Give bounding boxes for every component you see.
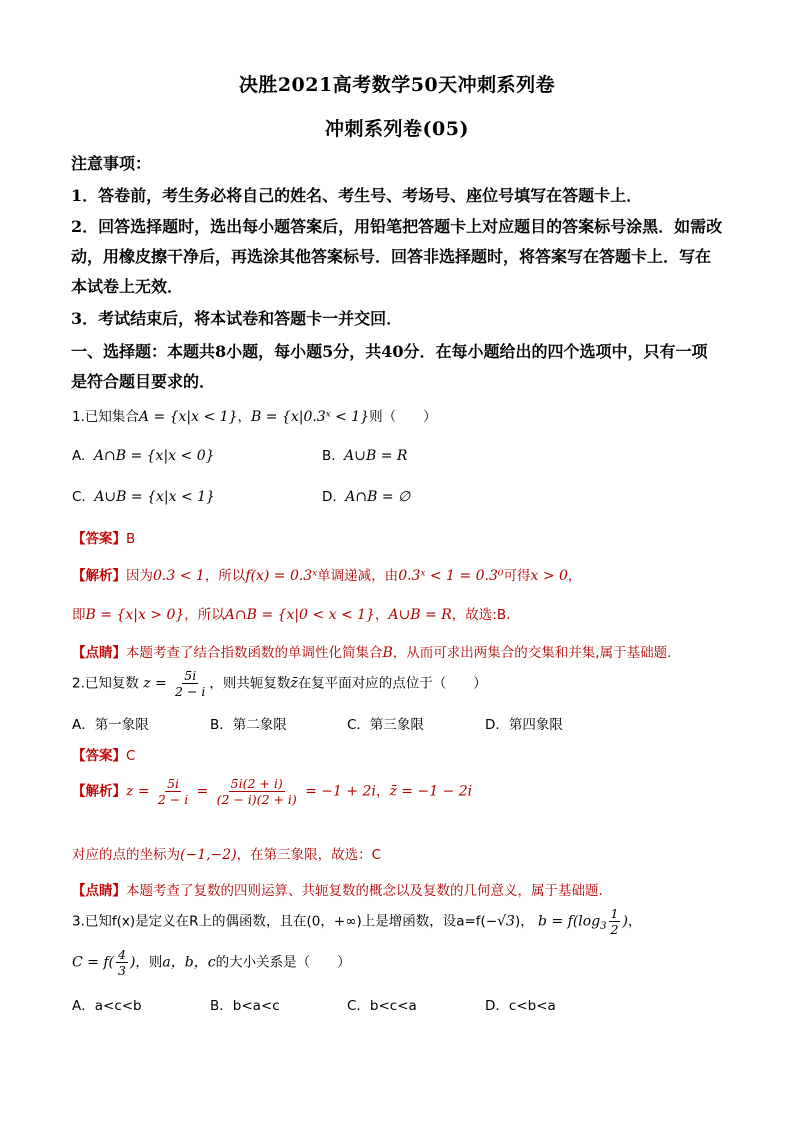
q1-an2-t3: ， bbox=[374, 607, 389, 623]
q1-an2-t1: 即 bbox=[72, 607, 86, 623]
q2-option-c: C．第三象限 bbox=[347, 717, 424, 733]
notice-heading: 注意事项： bbox=[71, 154, 152, 173]
q2-an-zbar: z̄ = −1 − 2i bbox=[389, 783, 473, 800]
q1-an2-t4: ，故选:B. bbox=[451, 607, 511, 623]
section-heading-line-2: 是符合题目要求的． bbox=[71, 372, 216, 391]
q2-an-sep: ， bbox=[375, 783, 390, 800]
notice-item-2-line-3: 本试卷上无效． bbox=[71, 277, 184, 296]
notice-item-2-line-2: 动，用橡皮擦干净后，再选涂其他答案标号．回答非选择题时，将答案写在答题卡上．写在 bbox=[71, 247, 712, 266]
q2-option-d: D．第四象限 bbox=[485, 717, 563, 733]
q2-answer-label: 【答案】 bbox=[72, 748, 126, 764]
q3-abc: a，b，c bbox=[162, 954, 216, 971]
notice-item-2-line-1: 2．回答选择题时，选出每小题答案后，用铅笔把答题卡上对应题目的答案标号涂黑．如需改 bbox=[71, 217, 723, 236]
q2-comment-text: 本题考查了复数的四则运算、共轭复数的概念以及复数的几何意义，属于基础题. bbox=[126, 883, 603, 899]
q1-an-m3: 0.3ˣ < 1 = 0.3⁰ bbox=[398, 568, 504, 584]
q1-comment bbox=[72, 641, 671, 661]
q3-b-sub: 3 bbox=[600, 921, 607, 933]
q1-option-c-text: A∪B = {x|x < 1} bbox=[94, 489, 215, 505]
q1-option-b-letter: B. bbox=[322, 448, 336, 464]
q2-analysis-label: 【解析】 bbox=[72, 783, 126, 800]
q1-set-a: A = {x|x < 1} bbox=[138, 409, 238, 425]
q1-an2-m3: A∪B = R bbox=[388, 607, 452, 623]
q2-point-a: 对应的点的坐标为 bbox=[72, 847, 180, 863]
q2-an-frac-1 bbox=[156, 776, 190, 807]
q3-option-c: C．b<c<a bbox=[347, 998, 417, 1014]
q3-stem-e: 的大小关系是（ ） bbox=[215, 954, 351, 971]
q3-c-frac bbox=[116, 947, 128, 978]
q1-comment-b: ，从而可求出两集合的交集和并集,属于基础题. bbox=[392, 645, 672, 661]
q3-stem-b: )， bbox=[514, 913, 534, 930]
q2-an-frac-2-den: (2 − i)(2 + i) bbox=[216, 792, 297, 807]
q3-c-frac-num: 4 bbox=[118, 947, 126, 962]
q3-c-frac-den: 3 bbox=[118, 963, 126, 978]
q1-option-b-text: A∪B = R bbox=[344, 448, 408, 464]
q3-stem-c: ， bbox=[627, 913, 642, 930]
q2-z-eq: z = bbox=[143, 675, 167, 692]
q2-answer bbox=[72, 744, 135, 764]
question-2-stem bbox=[72, 668, 487, 699]
q2-zbar: z̄ bbox=[290, 675, 298, 692]
q2-stem-prefix: 2.已知复数 bbox=[72, 675, 139, 692]
q2-an-eq: = bbox=[196, 783, 209, 800]
q2-analysis bbox=[72, 776, 472, 807]
q2-fraction-den: 2 − i bbox=[175, 684, 206, 699]
q3-b-eq: b = f(log bbox=[538, 913, 601, 930]
q1-comment-a: 本题考查了结合指数函数的单调性化简集合 bbox=[126, 645, 383, 661]
q3-option-d: D．c<b<a bbox=[485, 998, 556, 1014]
q1-an-t4: 可得 bbox=[503, 568, 531, 584]
q1-comment-m: B bbox=[382, 645, 393, 661]
q2-an-result: = −1 + 2i bbox=[305, 783, 376, 800]
q1-option-b bbox=[322, 448, 407, 464]
q1-an-t3: 单调递减，由 bbox=[317, 568, 399, 584]
page-subtitle: 冲刺系列卷(05) bbox=[325, 118, 469, 140]
q1-set-b: B = {x|0.3ˣ < 1} bbox=[251, 409, 370, 425]
q3-b-close: ) bbox=[622, 913, 628, 930]
q2-stem-suffix: 在复平面对应的点位于（ ） bbox=[297, 675, 487, 692]
q1-option-a-text: A∩B = {x|x < 0} bbox=[93, 448, 215, 464]
q1-option-c bbox=[72, 489, 215, 505]
question-1-stem bbox=[72, 405, 437, 425]
q2-answer-value: C bbox=[126, 748, 136, 764]
q1-option-a-letter: A. bbox=[72, 448, 86, 464]
q2-an-frac-2-num: 5i(2 + i) bbox=[230, 776, 283, 791]
q1-stem-prefix: 1.已知集合 bbox=[72, 409, 139, 425]
q1-an-m2: f(x) = 0.3ˣ bbox=[245, 568, 318, 584]
q1-an2-m1: B = {x|x > 0} bbox=[85, 607, 185, 623]
q1-an2-t2: ，所以 bbox=[184, 607, 225, 623]
q3-b-frac-den: 2 bbox=[610, 922, 619, 937]
notice-item-3: 3．考试结束后，将本试卷和答题卡一并交回． bbox=[71, 309, 403, 328]
q1-answer-label: 【答案】 bbox=[72, 531, 126, 547]
q3-b-frac bbox=[609, 906, 621, 937]
q1-sep: ， bbox=[237, 409, 251, 425]
q1-an2-m2: A∩B = {x|0 < x < 1} bbox=[224, 607, 375, 623]
q1-option-c-letter: C. bbox=[72, 489, 86, 505]
q1-option-a bbox=[72, 448, 215, 464]
q1-option-d bbox=[322, 489, 410, 505]
q3-stem-d: ，则 bbox=[135, 954, 163, 971]
q3-b-frac-num: 1 bbox=[610, 906, 619, 921]
q1-answer-value: B bbox=[126, 531, 136, 547]
q3-option-a: A．a<c<b bbox=[72, 998, 142, 1014]
q3-option-b: B．b<a<c bbox=[210, 998, 280, 1014]
q3-stem-a: 3.已知f(x)是定义在R上的偶函数，且在(0，+∞)上是增函数，设a=f(− bbox=[72, 913, 498, 930]
question-3-stem-line-1 bbox=[72, 906, 641, 937]
notice-item-1: 1．答卷前，考生务必将自己的姓名、考生号、考场号、座位号填写在答题卡上． bbox=[71, 186, 643, 205]
q3-sqrt: √3 bbox=[497, 913, 515, 930]
q2-point bbox=[72, 843, 381, 863]
q1-an-t5: ， bbox=[567, 568, 582, 584]
q2-an-frac-1-num: 5i bbox=[167, 776, 180, 791]
q1-option-d-text: A∩B = ∅ bbox=[345, 489, 411, 505]
q1-analysis-label: 【解析】 bbox=[72, 568, 126, 584]
q2-fraction bbox=[173, 668, 207, 699]
q2-point-b: ，在第三象限，故选：C bbox=[236, 847, 382, 863]
q2-an-frac-1-den: 2 − i bbox=[157, 792, 189, 807]
q2-option-b: B．第二象限 bbox=[210, 717, 287, 733]
q3-c-close: ) bbox=[129, 954, 136, 971]
q1-an-t1: 因为 bbox=[126, 568, 153, 584]
q1-answer bbox=[72, 527, 135, 547]
q1-comment-label: 【点睛】 bbox=[72, 645, 126, 661]
q1-option-d-letter: D. bbox=[322, 489, 337, 505]
q2-point-m: (−1,−2) bbox=[180, 847, 237, 863]
q2-comment bbox=[72, 879, 603, 899]
q2-option-a: A．第一象限 bbox=[72, 717, 149, 733]
page-title: 决胜2021高考数学50天冲刺系列卷 bbox=[238, 74, 556, 96]
q1-analysis-line-2 bbox=[72, 603, 510, 623]
section-heading-line-1: 一、选择题：本题共8小题，每小题5分，共40分．在每小题给出的四个选项中，只有一项 bbox=[71, 342, 708, 361]
q2-an-frac-2 bbox=[215, 776, 299, 807]
q2-stem-mid: ，则共轭复数 bbox=[209, 675, 291, 692]
q3-c-eq: C = f( bbox=[72, 954, 114, 971]
q2-an-z: z = bbox=[126, 783, 150, 800]
q1-an-m4: x > 0 bbox=[530, 568, 568, 584]
q1-an-t2: ，所以 bbox=[204, 568, 246, 584]
q2-fraction-num: 5i bbox=[184, 668, 197, 683]
q1-an-m1: 0.3 < 1 bbox=[153, 568, 205, 584]
question-3-stem-line-2 bbox=[72, 947, 351, 978]
q2-comment-label: 【点睛】 bbox=[72, 883, 126, 899]
q1-stem-suffix: 则（ ） bbox=[369, 409, 437, 425]
q1-analysis-line-1 bbox=[72, 564, 581, 584]
